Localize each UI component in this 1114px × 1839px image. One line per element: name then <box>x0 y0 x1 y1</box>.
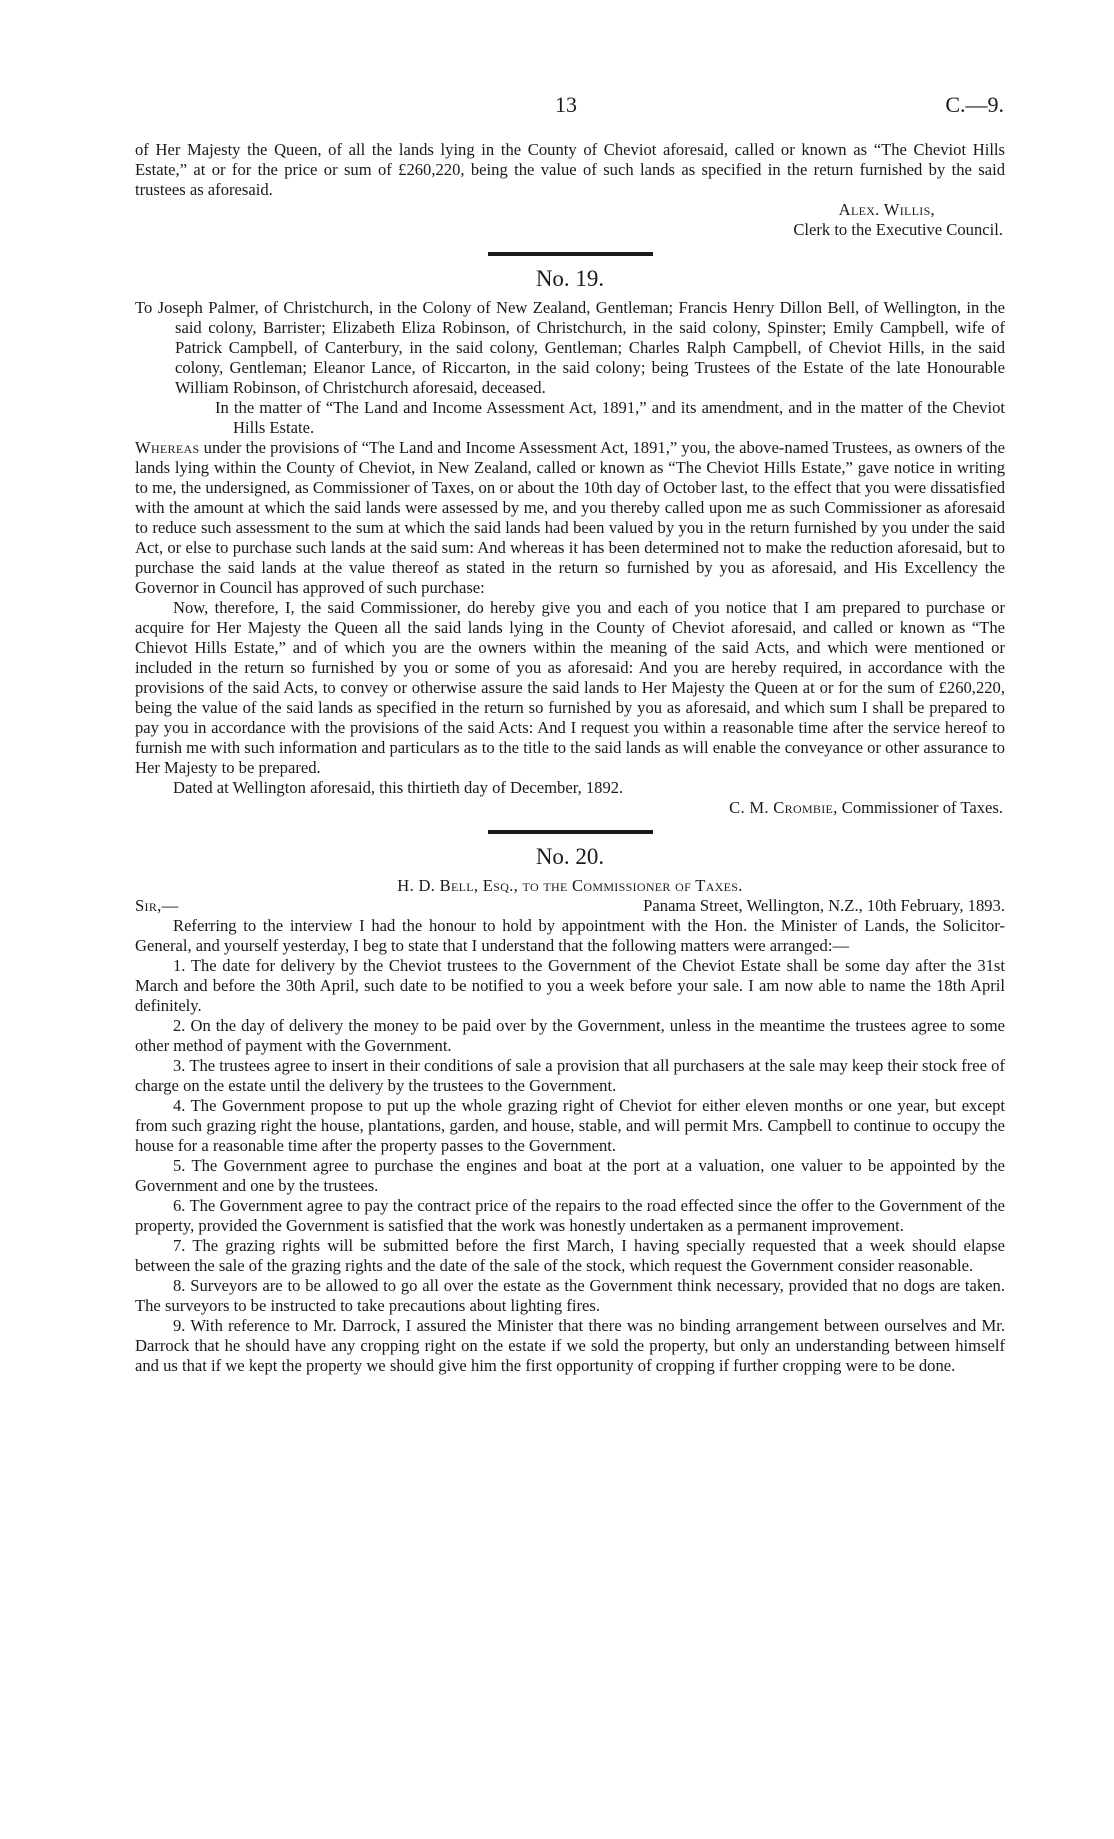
now-therefore-paragraph: Now, therefore, I, the said Commissioner, do hereby give you and each of you notice that I am prepared to purchase or acquire for Her Majesty the Queen all the said lands lying in the County of Cheviot aforesaid, and called or known as “The Chievot Hills Estate,” and of which you are the owners within the meaning of the said Acts, and which were mentioned or included in the return so furnished by you or some of you as aforesaid: And you are hereby required, in accordance with the provisions of the said Acts, to convey or otherwise assure the said lands to Her Majesty the Queen at or for the sum of £260,220, being the value of the said lands as specified in the return so furnished by you as aforesaid, and which sum I shall be prepared to pay you in accordance with the provisions of the said Acts: And I request you within a reasonable time after the service hereof to furnish me with such information and particulars as to the title to the said lands as will enable the conveyance or other assurance to Her Majesty to be prepared. <box>135 598 1005 777</box>
whereas-word: Whereas <box>135 438 200 457</box>
item-5: 5. The Government agree to purchase the engines and boat at the port at a valuation, one valuer to be appointed by the Government and one by the trustees. <box>135 1156 1005 1195</box>
willis-signature-name: Alex. Willis, <box>838 200 935 219</box>
item-1: 1. The date for delivery by the Cheviot trustees to the Government of the Cheviot Estate shall be some day after the 31st March and before the 30th April, such date to be notified to you a week before your sale. I am now able to name the 18th April definitely. <box>135 956 1005 1015</box>
intro-paragraph: of Her Majesty the Queen, of all the lands lying in the County of Cheviot aforesaid, called or known as “The Cheviot Hills Estate,” at or for the price or sum of £260,220, being the value of such lands as specified in the return furnished by the said trustees as aforesaid. <box>135 140 1005 199</box>
letter-subheading: H. D. Bell, Esq., to the Commissioner of Taxes. <box>397 876 743 895</box>
letter-opening: Referring to the interview I had the honour to hold by appointment with the Hon. the Minister of Lands, the Solicitor-General, and yourself yesterday, I beg to state that I understand that the following matters were arranged:— <box>135 916 1005 955</box>
whereas-paragraph <box>135 438 1005 598</box>
item-9: 9. With reference to Mr. Darrock, I assured the Minister that there was no binding arrangement between ourselves and Mr. Darrock that he should have any cropping right on the estate if we sold the property, but only an understanding between himself and us that if we kept the property we should give him the first opportunity of cropping if further cropping were to be done. <box>135 1316 1005 1375</box>
letter-address: Panama Street, Wellington, N.Z., 10th February, 1893. <box>643 896 1005 915</box>
item-4: 4. The Government propose to put up the whole grazing right of Cheviot for either eleven months or one year, but except from such grazing right the house, plantations, garden, and house, stable, and will permit Mrs. Campbell to continue to occupy the house for a reasonable time after the property passes to the Government. <box>135 1096 1005 1155</box>
matter-clause: In the matter of “The Land and Income Assessment Act, 1891,” and its amendment, and in the matter of the Cheviot Hills Estate. <box>215 398 1005 437</box>
crombie-signature: C. M. Crombie, Commissioner of Taxes. <box>729 798 1003 817</box>
document-reference: C.—9. <box>945 92 1004 117</box>
item-3: 3. The trustees agree to insert in their conditions of sale a provision that all purchasers at the sale may keep their stock free of charge on the estate until the delivery by the trustees to the Government. <box>135 1056 1005 1095</box>
section-divider-20 <box>488 830 653 834</box>
page-number: 13 <box>555 92 577 117</box>
item-7: 7. The grazing rights will be submitted before the first March, I having specially requested that a week should elapse between the sale of the grazing rights and the date of the sale of the stock, which request the Government consider reasonable. <box>135 1236 1005 1275</box>
salutation: Sir,— <box>135 896 179 915</box>
item-2: 2. On the day of delivery the money to be paid over by the Government, unless in the meantime the trustees agree to some other method of payment with the Government. <box>135 1016 1005 1055</box>
item-8: 8. Surveyors are to be allowed to go all over the estate as the Government think necessary, provided that no dogs are taken. The surveyors to be instructed to take precautions about lighting fires. <box>135 1276 1005 1315</box>
section-divider-19 <box>488 252 653 256</box>
willis-signature-title: Clerk to the Executive Council. <box>793 220 1003 239</box>
salutation-line <box>135 896 1005 916</box>
page-body <box>135 140 1005 1376</box>
dated-line: Dated at Wellington aforesaid, this thirtieth day of December, 1892. <box>173 778 624 797</box>
trustees-address: To Joseph Palmer, of Christchurch, in the Colony of New Zealand, Gentleman; Francis Henry Dillon Bell, of Wellington, in the said colony, Barrister; Elizabeth Eliza Robinson, of Christchurch, in the said colony, Spinster; Emily Campbell, wife of Patrick Campbell, of Canterbury, in the said colony, Gentleman; Charles Ralph Campbell, of Cheviot Hills, in the said colony, Gentleman; Eleanor Lance, of Riccarton, in the said colony; being Trustees of the Estate of the late Honourable William Robinson, of Christchurch aforesaid, deceased. <box>135 298 1005 397</box>
item-6: 6. The Government agree to pay the contract price of the repairs to the road effected since the offer to the Government of the property, provided the Government is satisfied that the work was honestly undertaken as a permanent improvement. <box>135 1196 1005 1235</box>
heading-no-20: No. 20. <box>535 844 605 869</box>
heading-no-19: No. 19. <box>535 266 605 291</box>
whereas-text: under the provisions of “The Land and Income Assessment Act, 1891,” you, the above-named Trustees, as owners of the lands lying within the County of Cheviot, in New Zealand, called or known as “The Cheviot Hills Estate,” gave notice in writing to me, the undersigned, as Commissioner of Taxes, on or about the 10th day of October last, to the effect that you were dissatisfied with the amount at which the said lands were assessed by me, and you thereby called upon me as such Commissioner as aforesaid to reduce such assessment to the sum at which the said lands had been valued by you in the return furnished by you under the said Act, or else to purchase such lands at the said sum: And whereas it has been determined not to make the reduction aforesaid, but to purchase the said lands at the value thereof as stated in the return so furnished by you as aforesaid, and His Excellency the Governor in Council has approved of such purchase: <box>135 438 1005 597</box>
